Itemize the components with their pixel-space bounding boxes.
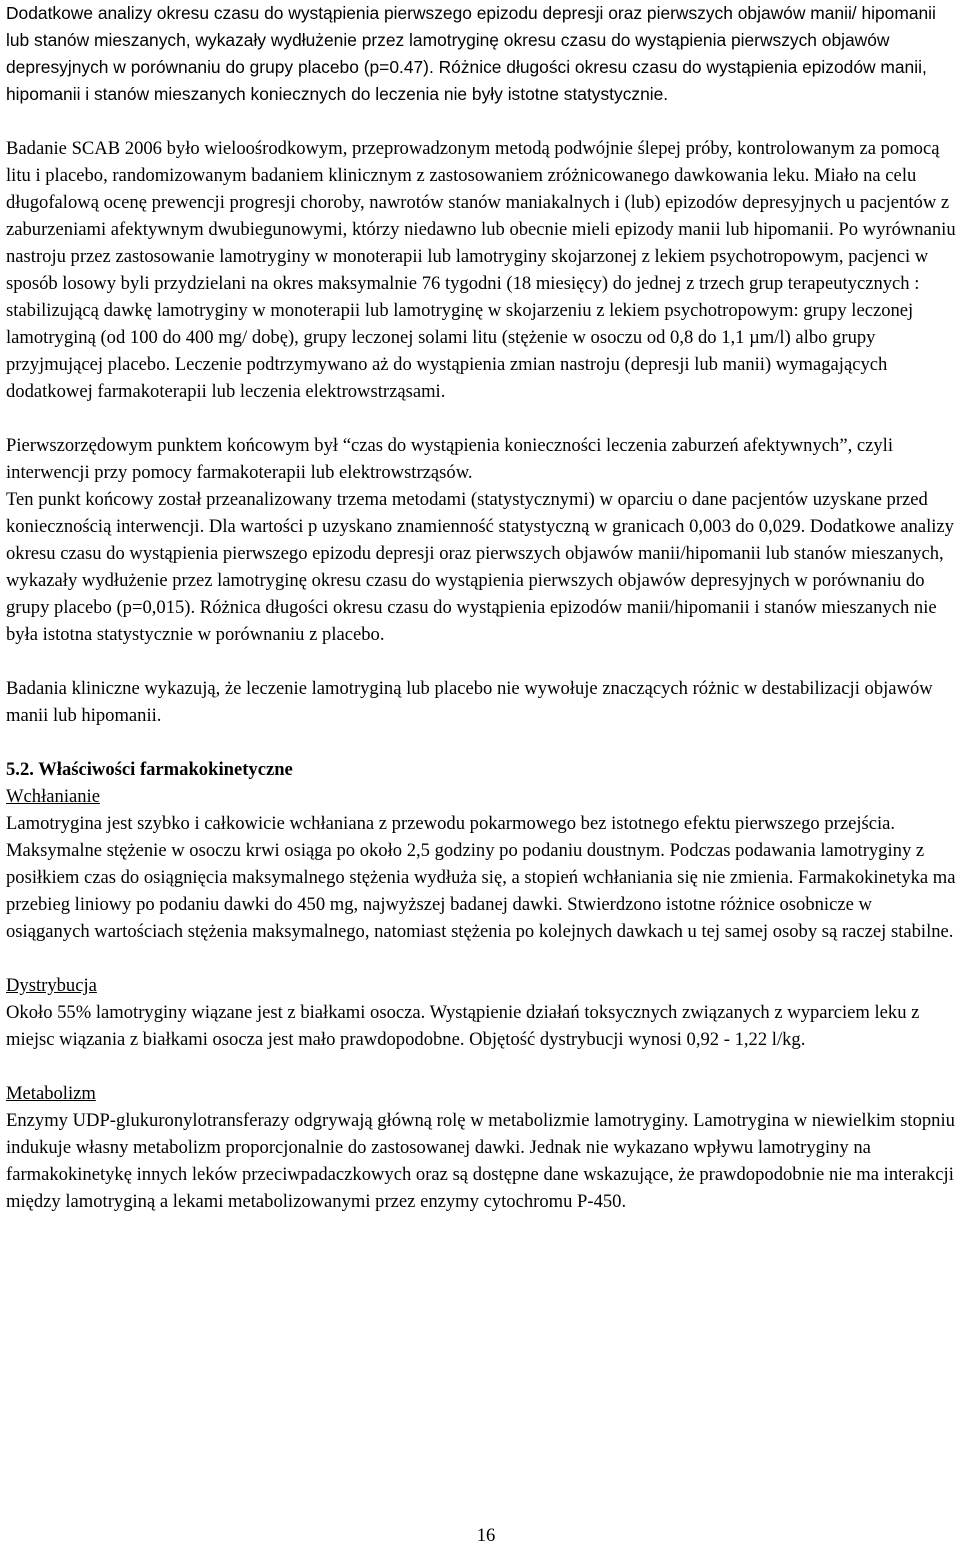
paragraph-distribution: Około 55% lamotryginy wiązane jest z białkami osocza. Wystąpienie działań toksycznych związanych z wyparciem leku z miejsc wiązania z białkami osocza jest mało prawdopodobne. Objętość dystrybucji wynosi 0,92 - 1,22 l/kg. xyxy=(6,1002,920,1050)
section-heading: 5.2. Właściwości farmakokinetyczne xyxy=(6,759,293,780)
subheading-distribution: Dystrybucja xyxy=(6,975,97,996)
subheading-metabolism: Metabolizm xyxy=(6,1083,96,1104)
paragraph-primary-endpoint: Pierwszorzędowym punktem końcowym był “czas do wystąpienia konieczności leczenia zaburzeń afektywnych”, czyli interwencji przy pomocy farmakoterapii lub elektrowstrząsów. xyxy=(6,435,893,483)
subheading-absorption: Wchłanianie xyxy=(6,786,100,807)
spacer xyxy=(6,405,956,432)
spacer xyxy=(6,108,956,135)
paragraph-endpoint-analysis: Ten punkt końcowy został przeanalizowany trzema metodami (statystycznymi) w oparciu o dane pacjentów uzyskane przed koniecznością interwencji. Dla wartości p uzyskano znamienność statystyczną w granicach 0,003 do 0,029. Dodatkowe analizy okresu czasu do wystąpienia pierwszego epizodu depresji oraz pierwszych objawów manii/hipomanii lub stanów mieszanych, wykazały wydłużenie przez lamotryginę okresu czasu do wystąpienia pierwszych objawów depresyjnych w porównaniu do grupy placebo (p=0,015). Różnica długości okresu czasu do wystąpienia epizodów manii/hipomanii i stanów mieszanych nie była istotna statystycznie w porównaniu z placebo. xyxy=(6,489,954,645)
paragraph-clinical-trials: Badania kliniczne wykazują, że leczenie lamotryginą lub placebo nie wywołuje znaczących różnic w destabilizacji objawów manii lub hipomanii. xyxy=(6,678,933,726)
spacer xyxy=(6,1053,956,1080)
paragraph-absorption: Lamotrygina jest szybko i całkowicie wchłaniana z przewodu pokarmowego bez istotnego efektu pierwszego przejścia. Maksymalne stężenie w osoczu krwi osiąga po około 2,5 godziny po podaniu doustnym. Podczas podawania lamotryginy z posiłkiem czas do osiągnięcia maksymalnego stężenia wydłuża się, a stopień wchłaniania się nie zmienia. Farmakokinetyka ma przebieg liniowy po podaniu dawki do 450 mg, najwyższej badanej dawki. Stwierdzono istotne różnice osobnicze w osiąganych wartościach stężenia maksymalnego, natomiast stężenia po kolejnych dawkach u tej samej osoby są raczej stabilne. xyxy=(6,813,956,942)
spacer xyxy=(6,648,956,675)
paragraph-additional-analyses: Dodatkowe analizy okresu czasu do wystąpienia pierwszego epizodu depresji oraz pierwszych objawów manii/ hipomanii lub stanów mieszanych, wykazały wydłużenie przez lamotryginę okresu czasu do wystąpienia pierwszych objawów depresyjnych w porównaniu do grupy placebo (p=0.47). Różnice długości okresu czasu do wystąpienia epizodów manii, hipomanii i stanów mieszanych koniecznych do leczenia nie były istotne statystycznie. xyxy=(6,3,936,104)
document-page xyxy=(6,0,956,1215)
paragraph-metabolism: Enzymy UDP-glukuronylotransferazy odgrywają główną rolę w metabolizmie lamotryginy. Lamotrygina w niewielkim stopniu indukuje własny metabolizm proporcjonalnie do zastosowanej dawki. Jednak nie wykazano wpływu lamotryginy na farmakokinetykę innych leków przeciwpadaczkowych oraz są dostępne dane wskazujące, że prawdopodobnie nie ma interakcji między lamotryginą a lekami metabolizowanymi przez enzymy cytochromu P-450. xyxy=(6,1110,955,1212)
page-number: 16 xyxy=(476,1525,496,1546)
spacer xyxy=(6,729,956,756)
spacer xyxy=(6,945,956,972)
paragraph-scab-study: Badanie SCAB 2006 było wieloośrodkowym, przeprowadzonym metodą podwójnie ślepej próby, kontrolowanym za pomocą litu i placebo, randomizowanym badaniem klinicznym z zastosowaniem zróżnicowanego dawkowania leku. Miało na celu długofalową ocenę prewencji progresji choroby, nawrotów stanów maniakalnych i (lub) epizodów depresyjnych u pacjentów z zaburzeniami afektywnym dwubiegunowymi, którzy niedawno lub obecnie mieli epizody manii lub hipomanii. Po wyrównaniu nastroju przez zastosowanie lamotryginy w monoterapii lub lamotryginy skojarzonej z lekiem psychotropowym, pacjenci w sposób losowy byli przydzielani na okres maksymalnie 76 tygodni (18 miesięcy) do jednej z trzech grup terapeutycznych : stabilizującą dawkę lamotryginy w monoterapii lub lamotryginę w skojarzeniu z lekiem psychotropowym: grupy leczonej lamotryginą (od 100 do 400 mg/ dobę), grupy leczonej solami litu (stężenie w osoczu od 0,8 do 1,1 µm/l) albo grupy przyjmującej placebo. Leczenie podtrzymywano aż do wystąpienia zmian nastroju (depresji lub manii) wymagających dodatkowej farmakoterapii lub leczenia elektrowstrząsami. xyxy=(6,138,956,402)
